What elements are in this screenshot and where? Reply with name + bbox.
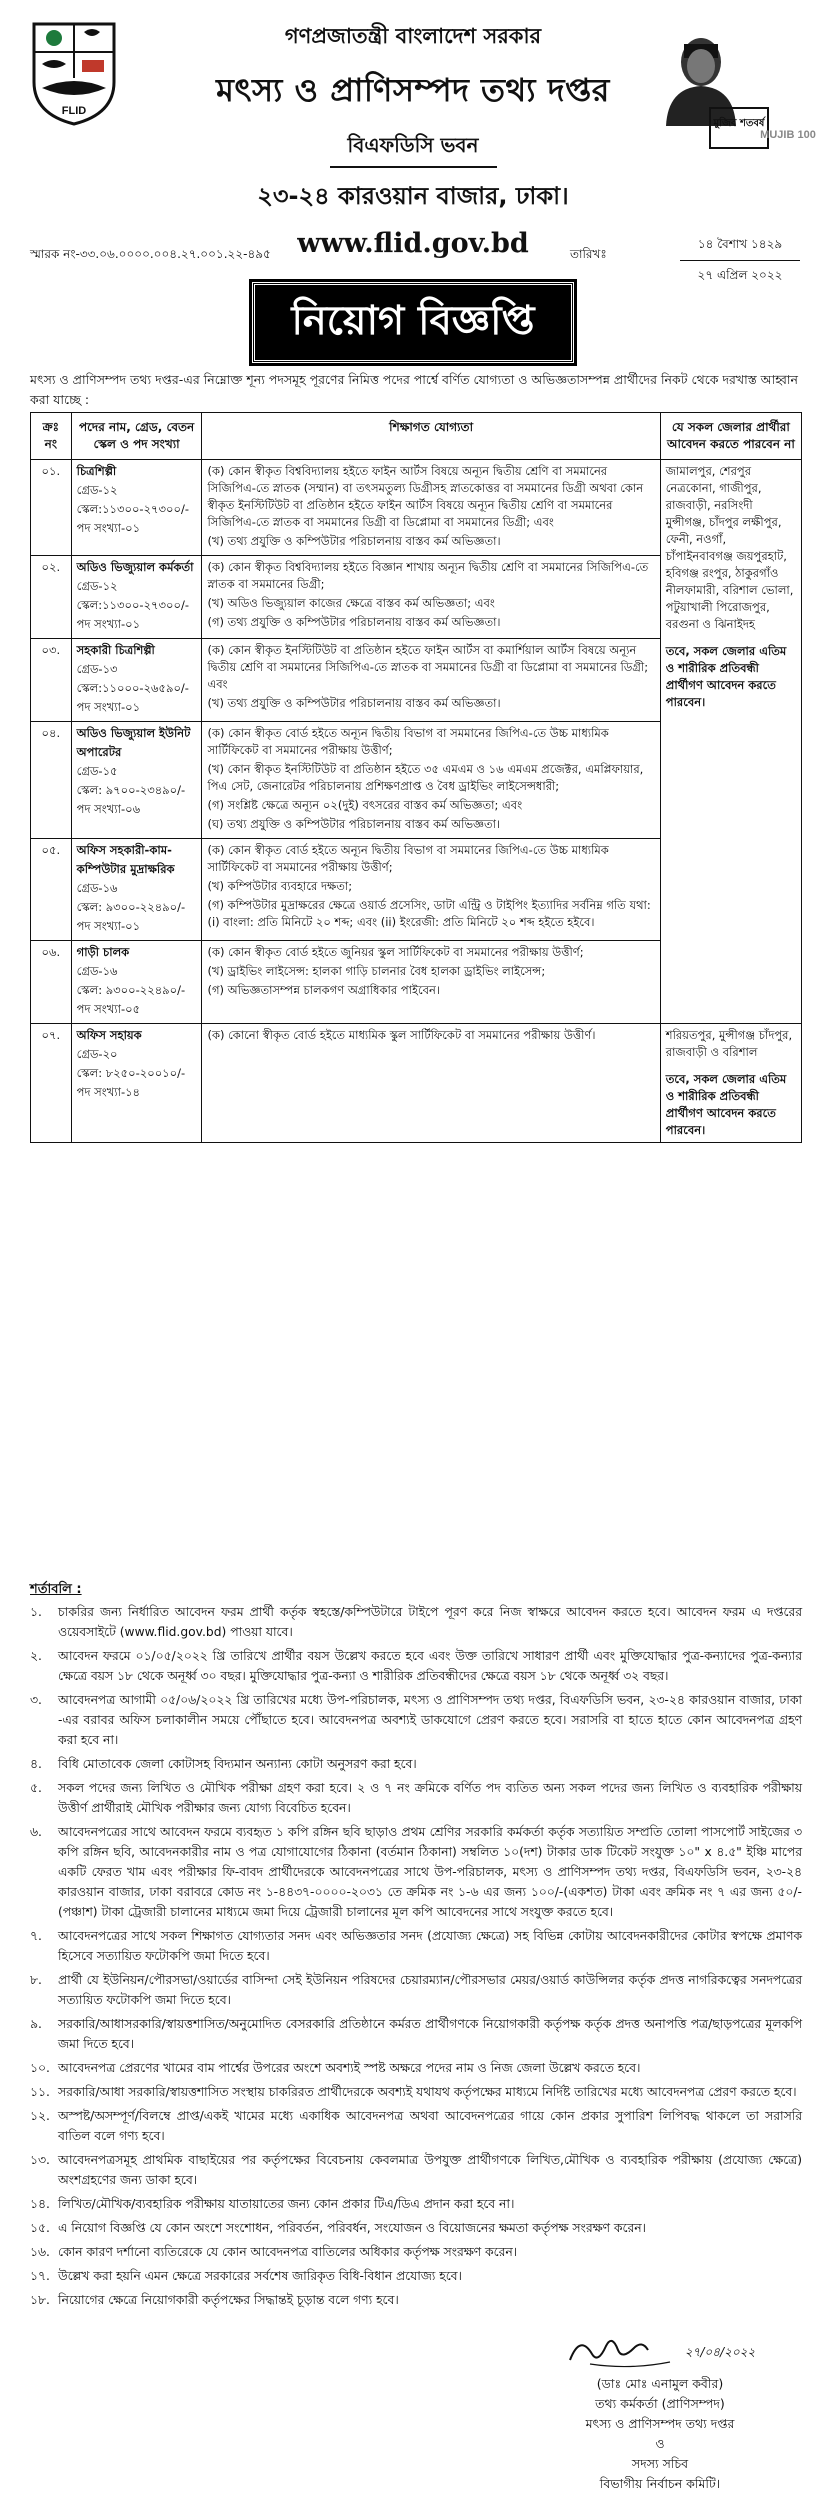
date-english: ২৭ এপ্রিল ২০২২ [697, 268, 783, 282]
condition-item [30, 1602, 802, 1642]
qualification-item: (খ) কোন স্বীকৃত ইনস্টিটিউট বা প্রতিষ্ঠান হইতে ৩৫ এমএম ও ১৬ এমএম প্রজেক্টর, এমপ্লিফায়ার, পিএ সেট, জেনারেটর পরিচালনায় প্রশিক্ষণপ্রাপ্ত ও বৈধ ড্রাইভিং লাইসেন্সধারী; [207, 762, 644, 793]
condition-number: ১০. [30, 2061, 50, 2075]
row-post-cell [71, 639, 202, 722]
districts-cell-2 [660, 1024, 801, 1143]
condition-item [30, 1822, 802, 1922]
condition-item [30, 2290, 802, 2310]
post-scale: স্কেল: ৯৩০০-২২৪৯০/- [76, 900, 186, 914]
qualification-item: (ঘ) তথ্য প্রযুক্তি ও কম্পিউটার পরিচালনায় বাস্তব কর্ম অভিজ্ঞতা। [207, 817, 501, 831]
condition-item [30, 2106, 802, 2146]
districts-note: তবে, সকল জেলার এতিম ও শারীরিক প্রতিবন্ধী প্রার্থীগণ আবেদন করতে পারবেন। [665, 644, 787, 709]
table-header-row [31, 413, 802, 460]
row-serial: ০১. [31, 460, 72, 556]
condition-number: ১৬. [30, 2245, 50, 2259]
qualification-item: (গ) অভিজ্ঞতাসম্পন্ন চালকগণ অগ্রাধিকার পাইবেন। [207, 983, 440, 997]
title-wrap [0, 282, 826, 363]
districts-cell-1 [660, 460, 801, 1024]
condition-text: সরকারি/আধাসরকারি/স্বায়ত্তশাসিত/অনুমোদিত বেসরকারি প্রতিষ্ঠানে কর্মরত প্রার্থীগণকে নিয়োগকারী কর্তৃপক্ষ কর্তৃক প্রদত্ত অনাপত্তি পত্র/ছাড়পত্রের মূলকপি জমা দিতে হবে। [58, 2017, 802, 2051]
post-count: পদ সংখ্যা-০৬ [76, 802, 141, 816]
condition-text: বিধি মোতাবেক জেলা কোটাসহ বিদ্যমান অন্যান্য কোটা অনুসরণ করা হবে। [58, 1757, 417, 1771]
notice-title: নিয়োগ বিজ্ঞপ্তি [252, 282, 573, 363]
qualification-item: (ক) কোন স্বীকৃত বোর্ড হইতে অন্যূন দ্বিতীয় বিভাগ বা সমমানের জিপিএ-তে উচ্চ মাধ্যমিক সার্টিফিকেট বা সমমানের পরীক্ষায় উত্তীর্ণ; [207, 726, 609, 757]
condition-text: সকল পদের জন্য লিখিত ও মৌখিক পরীক্ষা গ্রহণ করা হবে। ২ ও ৭ নং ক্রমিকে বর্ণিত পদ ব্যতিত অন্য সকল পদের জন্য লিখিত ও ব্যবহারিক পরীক্ষায় উত্তীর্ণ প্রার্থীরাই মৌখিক পরীক্ষার জন্য যোগ্য বিবেচিত হবেন। [58, 1781, 802, 1815]
posts-table [30, 412, 802, 1143]
condition-item [30, 2218, 802, 2238]
condition-number: ১. [30, 1605, 42, 1619]
table-row [31, 460, 802, 556]
row-qualification-cell [202, 556, 660, 639]
condition-item [30, 2082, 802, 2102]
condition-text: সরকারি/আধা সরকারি/স্বায়ত্তশাসিত সংস্থায় চাকরিরত প্রার্থীদেরকে অবশ্যই যথাযথ কর্তৃপক্ষের মাধ্যমে নির্দিষ্ট তারিখের মধ্যে আবেদনপত্র প্রেরণ করতে হবে। [58, 2085, 797, 2099]
post-grade: গ্রেড-১৫ [76, 764, 118, 778]
department-name: মৎস্য ও প্রাণিসম্পদ তথ্য দপ্তর [216, 71, 610, 109]
row-post-cell [71, 941, 202, 1024]
condition-text: আবেদনপত্র প্রেরণের খামের বাম পার্শ্বের উপরের অংশে অবশ্যই স্পষ্ট অক্ষরে পদের নাম ও নিজ জেলা উল্লেখ করতে হবে। [58, 2061, 641, 2075]
condition-item [30, 1778, 802, 1818]
website-link[interactable]: www.flid.gov.bd [297, 228, 529, 259]
qualification-item: (গ) সংশ্লিষ্ট ক্ষেত্রে অন্যূন ০২(দুই) বৎসরের বাস্তব কর্ম অভিজ্ঞতা; এবং [207, 798, 523, 812]
condition-text: অস্পষ্ট/অসম্পূর্ণ/বিলম্বে প্রাপ্ত/একই খামের মধ্যে একাধিক আবেদনপত্র অথবা আবেদনপত্রের গায়ে কোন প্রকার সুপারিশ লিপিবদ্ধ থাকলে তা সরাসরি বাতিল বলে গণ্য হবে। [58, 2109, 802, 2143]
signatory-name: (ডাঃ মোঃ এনামুল কবীর) [596, 2376, 724, 2391]
row-serial: ০৬. [31, 941, 72, 1024]
logo-text: FLID [61, 105, 87, 117]
qualification-item: (গ) কম্পিউটার মুদ্রাক্ষরের ক্ষেত্রে ওয়ার্ড প্রসেসিং, ডাটা এন্ট্রি ও টাইপিং ইত্যাদির সর্বনিম্ন গতি যথা: (i) বাংলা: প্রতি মিনিটে ২০ শব্দ; এবং (ii) ইংরেজী: প্রতি মিনিটে ২০ শব্দ হইতে হইবে। [207, 898, 651, 929]
condition-item [30, 1646, 802, 1686]
excluded-districts: জামালপুর, শেরপুর নেত্রকোনা, গাজীপুর, রাজবাড়ী, নরসিংদী মুন্সীগঞ্জ, চাঁদপুর লক্ষীপুর, ফেনী, নওগাঁ, চাঁপাইনবাবগঞ্জ জয়পুরহাট, হবিগঞ্জ রংপুর, ঠাকুরগাঁও নীলফামারী, বরিশাল ভোলা, পটুয়াখালী পিরোজপুর, বরগুনা ও ঝিনাইদহ [665, 464, 794, 631]
condition-item [30, 1754, 802, 1774]
post-post: গাড়ী চালক [76, 945, 130, 959]
condition-item [30, 2150, 802, 2190]
row-serial: ০৭. [31, 1024, 72, 1143]
condition-item [30, 2194, 802, 2214]
date-label: তারিখঃ [570, 247, 607, 261]
qualification-item: (ক) কোনো স্বীকৃত বোর্ড হইতে মাধ্যমিক স্কুল সার্টিফিকেট বা সমমানের পরীক্ষায় উত্তীর্ণ। [207, 1028, 596, 1042]
condition-text: এ নিয়োগ বিজ্ঞপ্তি যে কোন অংশে সংশোধন, পরিবর্তন, পরিবর্ধন, সংযোজন ও বিয়োজনের ক্ষমতা কর্তৃপক্ষ সংরক্ষণ করেন। [58, 2221, 646, 2235]
post-grade: গ্রেড-২০ [76, 1047, 118, 1061]
condition-number: ১৪. [30, 2197, 50, 2211]
post-grade: গ্রেড-১৬ [76, 964, 118, 978]
header-post: পদের নাম, গ্রেড, বেতন স্কেল ও পদ সংখ্যা [71, 413, 202, 460]
row-qualification-cell [202, 722, 660, 839]
post-count: পদ সংখ্যা-০৫ [76, 1002, 141, 1016]
post-count: পদ সংখ্যা-০১ [76, 700, 141, 714]
condition-number: ৬. [30, 1825, 42, 1839]
condition-number: ৪. [30, 1757, 42, 1771]
post-scale: স্কেল: ৯৭০০-২৩৪৯০/- [76, 783, 186, 797]
condition-number: ২. [30, 1649, 42, 1663]
qualification-item: (গ) তথ্য প্রযুক্তি ও কম্পিউটার পরিচালনায় বাস্তব কর্ম অভিজ্ঞতা। [207, 615, 501, 629]
post-grade: গ্রেড-১৬ [76, 881, 118, 895]
signatory-and: ও [655, 2436, 665, 2451]
mujib-en-text: MUJIB 100 [760, 129, 816, 141]
condition-item [30, 1970, 802, 2010]
condition-number: ৯. [30, 2017, 42, 2031]
row-post-cell [71, 556, 202, 639]
building-name: বিএফডিসি ভবন [330, 129, 497, 168]
condition-number: ১৭. [30, 2269, 50, 2283]
condition-item [30, 2242, 802, 2262]
row-post-cell [71, 460, 202, 556]
post-grade: গ্রেড-১৩ [76, 662, 118, 676]
letterhead [0, 14, 826, 259]
condition-number: ৮. [30, 1973, 42, 1987]
header-qualification: শিক্ষাগত যোগ্যতা [202, 413, 660, 460]
condition-item [30, 2014, 802, 2054]
condition-text: আবেদন ফরমে ০১/০৫/২০২২ খ্রি তারিখে প্রার্থীর বয়স উল্লেখ করতে হবে এবং উক্ত তারিখে সাধারণ প্রার্থী এবং মুক্তিযোদ্ধার পুত্র-কন্যাদের পুত্র-কন্যার ক্ষেত্রে বয়স ১৮ থেকে অনূর্ধ্ব ৩০ বছর। মুক্তিযোদ্ধার পুত্র-কন্যা ও শারীরিক প্রতিবন্ধীদের ক্ষেত্রে বয়স ১৮ থেকে অনূর্ধ্ব ৩২ বছর। [58, 1649, 802, 1683]
condition-text: নিয়োগের ক্ষেত্রে নিয়োগকারী কর্তৃপক্ষের সিদ্ধান্তই চূড়ান্ত বলে গণ্য হবে। [58, 2293, 399, 2307]
condition-text: আবেদনপত্রের সাথে সকল শিক্ষাগত যোগ্যতার সনদ এবং অভিজ্ঞতার সনদ (প্রযোজ্য ক্ষেত্রে) সহ বিভিন্ন কোটায় আবেদনকারীদের কোটার স্বপক্ষে প্রমাণক হিসেবে সত্যায়িত ফটোকপি জমা দিতে হবে। [58, 1929, 802, 1963]
post-post: অফিস সহকারী-কাম-কম্পিউটার মুদ্রাক্ষরিক [76, 843, 175, 876]
qualification-item: (খ) তথ্য প্রযুক্তি ও কম্পিউটার পরিচালনায় বাস্তব কর্ম অভিজ্ঞতা। [207, 534, 501, 548]
row-post-cell [71, 1024, 202, 1143]
row-qualification-cell [202, 1024, 660, 1143]
post-scale: স্কেল:১১৩০০-২৭৩০০/- [76, 598, 189, 612]
row-serial: ০২. [31, 556, 72, 639]
date-box [680, 236, 800, 287]
post-count: পদ সংখ্যা-০১ [76, 521, 141, 535]
header-serial: ক্রঃ নং [31, 413, 72, 460]
qualification-item: (ক) কোন স্বীকৃত বিশ্ববিদ্যালয় হইতে বিজ্ঞান শাখায় অন্যূন দ্বিতীয় শ্রেণি বা সমমানের সিজিপিএ-তে স্নাতক বা সমমানের ডিগ্রী; [207, 560, 649, 591]
districts-note: তবে, সকল জেলার এতিম ও শারীরিক প্রতিবন্ধী প্রার্থীগণ আবেদন করতে পারবেন। [665, 1072, 787, 1137]
post-count: পদ সংখ্যা-০১ [76, 919, 141, 933]
signature-block [520, 2330, 800, 2494]
condition-number: ৭. [30, 1929, 42, 1943]
intro-text: মৎস্য ও প্রাণিসম্পদ তথ্য দপ্তর-এর নিম্নোক্ত শূন্য পদসমূহ পূরণের নিমিত্ত পদের পার্শ্বে বর্ণিত যোগ্যতা ও অভিজ্ঞতাসম্পন্ন প্রার্থীদের নিকট থেকে দরখাস্ত আহ্বান করা যাচ্ছে : [30, 372, 799, 407]
row-post-cell [71, 722, 202, 839]
qualification-item: (ক) কোন স্বীকৃত বোর্ড হইতে অন্যূন দ্বিতীয় বিভাগ বা সমমানের জিপিএ-তে উচ্চ মাধ্যমিক সার্টিফিকেট বা সমমানের পরীক্ষায় উত্তীর্ণ; [207, 843, 609, 874]
address: ২৩-২৪ কারওয়ান বাজার, ঢাকা। [257, 182, 569, 210]
row-serial: ০৩. [31, 639, 72, 722]
signatory-designation: তথ্য কর্মকর্তা (প্রাণিসম্পদ) [595, 2396, 725, 2411]
condition-number: ১৫. [30, 2221, 50, 2235]
post-count: পদ সংখ্যা-০১ [76, 617, 141, 631]
condition-item [30, 2058, 802, 2078]
signature-date: ২৭/০৪/২০২২ [684, 2345, 756, 2359]
post-grade: গ্রেড-১২ [76, 579, 118, 593]
post-count: পদ সংখ্যা-১৪ [76, 1085, 141, 1099]
condition-text: আবেদনপত্রসমূহ প্রাথমিক বাছাইয়ের পর কর্তৃপক্ষের বিবেচনায় কেবলমাত্র উপযুক্ত প্রার্থীগণকে লিখিত,মৌখিক ও ব্যবহারিক পরীক্ষায় (প্রযোজ্য ক্ষেত্রে) অংশগ্রহণের জন্য ডাকা হবে। [58, 2153, 802, 2187]
condition-text: লিখিত/মৌখিক/ব্যবহারিক পরীক্ষায় যাতায়াতের জন্য কোন প্রকার টিএ/ডিএ প্রদান করা হবে না। [58, 2197, 515, 2211]
condition-text: কোন কারণ দর্শানো ব্যতিরেকে যে কোন আবেদনপত্র বাতিলের অধিকার কর্তৃপক্ষ সংরক্ষণ করেন। [58, 2245, 518, 2259]
row-serial: ০৪. [31, 722, 72, 839]
post-scale: স্কেল: ৯৩০০-২২৪৯০/- [76, 983, 186, 997]
condition-text: আবেদনপত্র আগামী ০৫/০৬/২০২২ খ্রি তারিখের মধ্যে উপ-পরিচালক, মৎস্য ও প্রাণিসম্পদ তথ্য দপ্তর, বিএফডিসি ভবন, ২৩-২৪ কারওয়ান বাজার, ঢাকা -এর বরাবর অফিস চলাকালীন সময়ে পৌঁছাতে হবে। আবেদনপত্র অবশ্যই ডাকযোগে প্রেরণ করতে হবে। সরাসরি বা হাতে হাতে কোন আবেদনপত্র গ্রহণ করা হবে না। [58, 1693, 802, 1747]
condition-number: ১২. [30, 2109, 50, 2123]
qualification-item: (ক) কোন স্বীকৃত ইনস্টিটিউট বা প্রতিষ্ঠান হইতে ফাইন আর্টস বা কমার্শিয়াল আর্টস বিষয়ে অন্যূন দ্বিতীয় শ্রেণি বা সমমানের সিজিপিএ-তে স্নাতক বা সমমানের ডিগ্রী বা ডিপ্লোমা বা সমমানের ডিগ্রী; এবং [207, 643, 649, 691]
signatory-office: মৎস্য ও প্রাণিসম্পদ তথ্য দপ্তর [585, 2416, 735, 2431]
signatory-committee: বিভাগীয় নির্বাচন কমিটি। [599, 2476, 721, 2491]
condition-item [30, 1690, 802, 1750]
government-name: গণপ্রজাতন্ত্রী বাংলাদেশ সরকার [284, 24, 542, 48]
condition-number: ১৩. [30, 2153, 50, 2167]
signature-icon [550, 2330, 770, 2374]
qualification-item: (খ) ড্রাইভিং লাইসেন্স: হালকা গাড়ি চালনার বৈধ হালকা ড্রাইভিং লাইসেন্স; [207, 964, 546, 978]
post-post: চিত্রশিল্পী [76, 464, 117, 478]
condition-text: প্রার্থী যে ইউনিয়ন/পৌরসভা/ওয়ার্ডের বাসিন্দা সেই ইউনিয়ন পরিষদের চেয়ারম্যান/পৌরসভার মেয়র/ওয়ার্ড কাউন্সিলর কর্তৃক প্রদত্ত নাগরিকত্বের সনদপত্রের সত্যায়িত ফটোকপি জমা দিতে হবে। [58, 1973, 802, 2007]
qualification-item: (ক) কোন স্বীকৃত বোর্ড হইতে জুনিয়র স্কুল সার্টিফিকেট বা সমমানের পরীক্ষায় উত্তীর্ণ; [207, 945, 584, 959]
condition-number: ৩. [30, 1693, 42, 1707]
row-qualification-cell [202, 941, 660, 1024]
table-row [31, 1024, 802, 1143]
condition-number: ১৮. [30, 2293, 50, 2307]
post-scale: স্কেল:১১৩০০-২৭৩০০/- [76, 502, 189, 516]
condition-text: উল্লেখ করা হয়নি এমন ক্ষেত্রে সরকারের সর্বশেষ জারিকৃত বিধি-বিধান প্রযোজ্য হবে। [58, 2269, 462, 2283]
post-grade: গ্রেড-১২ [76, 483, 118, 497]
conditions-list [30, 1602, 802, 2314]
condition-text: চাকরির জন্য নির্ধারিত আবেদন ফরম প্রার্থী কর্তৃক স্বহস্তে/কম্পিউটারে টাইপে পূরণ করে নিজ স্বাক্ষরে আবেদন করতে হবে। আবেদন ফরম এ দপ্তরের ওয়েবসাইটে (www.flid.gov.bd) পাওয়া যাবে। [58, 1605, 802, 1639]
post-scale: স্কেল: ৮২৫০-২০০১০/- [76, 1066, 186, 1080]
post-post: সহকারী চিত্রশিল্পী [76, 643, 155, 657]
header-districts: যে সকল জেলার প্রার্থীরা আবেদন করতে পারবেন না [660, 413, 801, 460]
row-qualification-cell [202, 639, 660, 722]
signatory-role: সদস্য সচিব [631, 2456, 689, 2471]
post-post: অফিস সহায়ক [76, 1028, 142, 1042]
post-post: অডিও ভিজ্যুয়াল কর্মকর্তা [76, 560, 194, 574]
memo-number: স্মারক নং-৩৩.০৬.০০০০.০০৪.২৭.০০১.২২-৪৯৫ [30, 247, 271, 261]
condition-item [30, 1926, 802, 1966]
qualification-item: (খ) তথ্য প্রযুক্তি ও কম্পিউটার পরিচালনায় বাস্তব কর্ম অভিজ্ঞতা। [207, 696, 501, 710]
mujib-text: মুজিব শতবর্ষ [713, 118, 765, 129]
qualification-item: (ক) কোন স্বীকৃত বিশ্ববিদ্যালয় হইতে ফাইন আর্টস বিষয়ে অন্যূন দ্বিতীয় শ্রেণি বা সমমানের সিজিপিএ-তে স্নাতক (সম্মান) বা তৎসমতুল্য ডিগ্রীসহ স্নাতকোত্তর বা সমমানের ডিগ্রী অথবা কোন স্বীকৃত ইনস্টিটিউট বা প্রতিষ্ঠান হইতে ফাইন আর্টস বিষয়ে অন্যূন দ্বিতীয় শ্রেণি বা সমমানের সিজিপিএ-তে স্নাতক বা সমমানের ডিগ্রী বা ডিপ্লোমা বা সমমানের ডিগ্রী; এবং [207, 464, 644, 529]
qualification-item: (খ) কম্পিউটার ব্যবহারে দক্ষতা; [207, 879, 353, 893]
post-scale: স্কেল:১১০০০-২৬৫৯০/- [76, 681, 189, 695]
row-qualification-cell [202, 839, 660, 941]
condition-text: আবেদনপত্রের সাথে আবেদন ফরমে ব্যবহৃত ১ কপি রঙ্গিন ছবি ছাড়াও প্রথম শ্রেণির সরকারি কর্মকর্তা কর্তৃক সত্যায়িত সম্প্রতি তোলা পাসপোর্ট সাইজের ৩ কপি রঙ্গিন ছবি, আবেদনকারীর নাম ও পত্র যোগাযোগের ঠিকানা (বর্তমান ঠিকানা) সম্বলিত ১০(দশ) টাকার ডাক টিকেট সংযুক্ত ১০" x ৪.৫" ইঞ্চি মাপের একটি ফেরত খাম এবং পরীক্ষার ফি-বাবদ প্রার্থীদেরকে আবেদনপত্রের সাথে উপ-পরিচালক, মৎস্য ও প্রাণিসম্পদ তথ্য দপ্তর, বিএফডিসি ভবন, ২৩-২৪ কারওয়ান বাজার, ঢাকা বরাবরে কোড নং ১-৪৪৩৭-০০০০-২০৩১ তে ক্রমিক নং ১-৬ এর জন্য ১০০/-(একশত) টাকা এবং ক্রমিক নং ৭ এর জন্য ৫০/- (পঞ্চাশ) টাকা ট্রেজারী চালানের মাধ্যমে জমা দিয়ে ট্রেজারী চালানের মূল কপি আবেদনের সাথে সংযুক্ত করতে হবে। [58, 1825, 803, 1919]
row-post-cell [71, 839, 202, 941]
excluded-districts: শরিয়তপুর, মুন্সীগঞ্জ চাঁদপুর, রাজবাড়ী ও বরিশাল [665, 1028, 793, 1059]
row-qualification-cell [202, 460, 660, 556]
row-serial: ০৫. [31, 839, 72, 941]
condition-number: ৫. [30, 1781, 42, 1795]
condition-item [30, 2266, 802, 2286]
conditions-title: শর্তাবলি : [30, 1582, 82, 1597]
date-bangla: ১৪ বৈশাখ ১৪২৯ [680, 236, 800, 261]
condition-number: ১১. [30, 2085, 50, 2099]
qualification-item: (খ) অডিও ভিজ্যুয়াল কাজের ক্ষেত্রে বাস্তব কর্ম অভিজ্ঞতা; এবং [207, 596, 495, 610]
post-post: অডিও ভিজ্যুয়াল ইউনিট অপারেটর [76, 726, 191, 759]
